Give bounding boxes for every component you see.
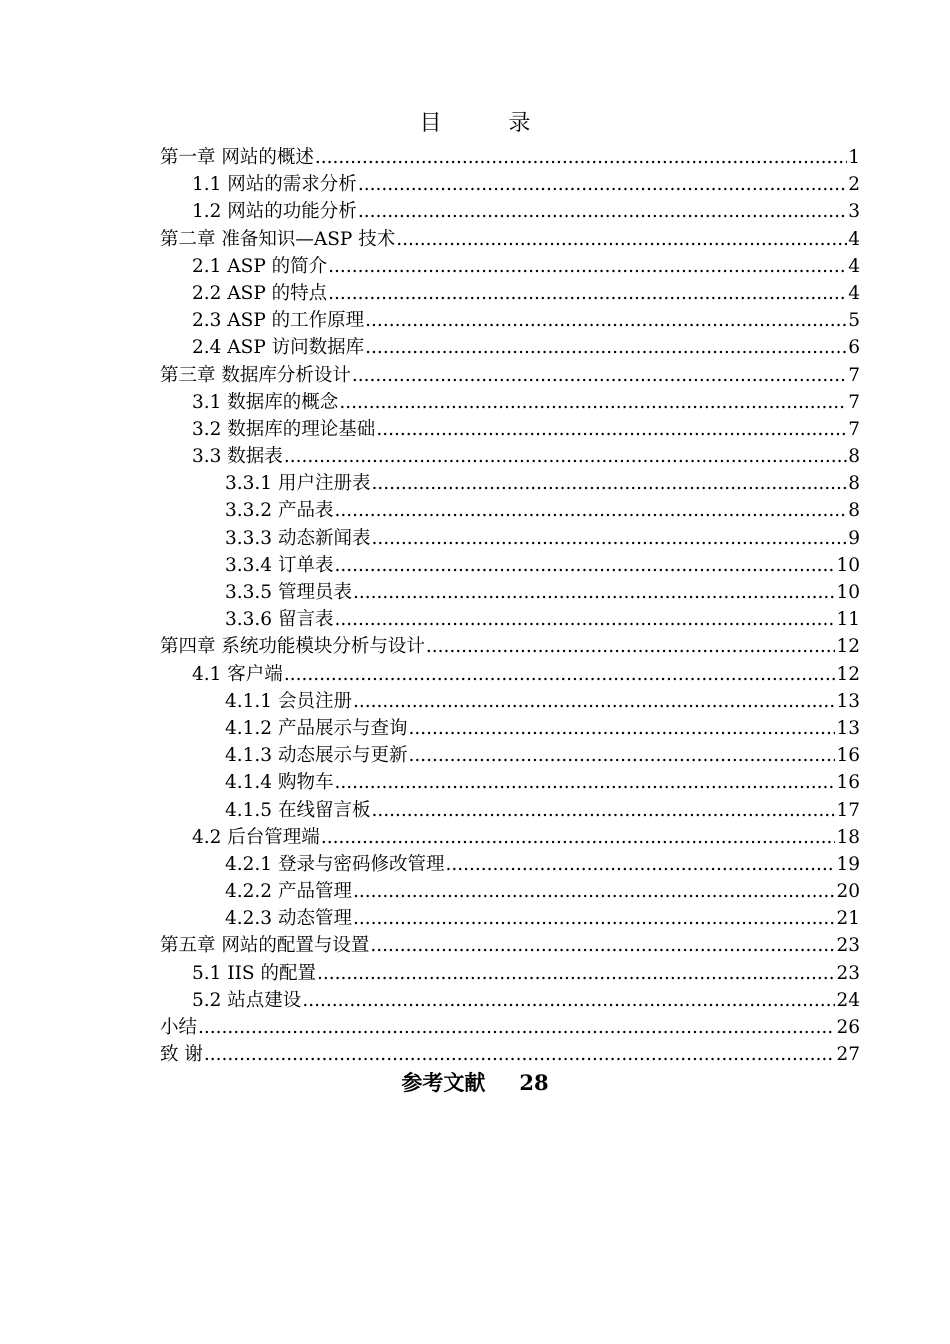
toc-dot-leader (198, 1014, 835, 1041)
toc-entry-label: 第三章 数据库分析设计 (160, 364, 351, 386)
toc-dot-leader (408, 715, 835, 742)
toc-entry-page-number: 12 (836, 636, 860, 658)
toc-dot-leader (376, 416, 847, 443)
toc-entry-page-number: 19 (836, 853, 860, 875)
toc-dot-leader (371, 797, 835, 824)
toc-dot-leader (328, 253, 847, 280)
toc-entry[interactable] (160, 688, 860, 715)
toc-title: 目 录 (419, 111, 561, 136)
toc-entry[interactable] (160, 334, 860, 361)
toc-dot-leader (445, 851, 835, 878)
toc-entry-page-number: 11 (836, 609, 860, 631)
toc-entry-page-number: 5 (848, 310, 860, 332)
toc-entry[interactable] (160, 797, 860, 824)
toc-dot-leader (353, 579, 836, 606)
toc-entry[interactable] (160, 362, 860, 389)
toc-entry[interactable] (160, 253, 860, 280)
toc-entry-page-number: 18 (836, 826, 860, 848)
toc-entry[interactable] (160, 742, 860, 769)
toc-entry[interactable] (160, 1014, 860, 1041)
toc-entry-label: 第一章 网站的概述 (160, 147, 314, 168)
toc-dot-leader (302, 987, 835, 1014)
toc-entry[interactable] (160, 579, 860, 606)
toc-entry-label: 4.1.4 购物车 (225, 772, 334, 794)
toc-entry-page-number: 17 (836, 799, 860, 821)
toc-entry-label: 4.1 客户端 (192, 663, 283, 685)
toc-entry-page-number: 8 (848, 500, 860, 522)
toc-entry-page-number: 3 (848, 201, 860, 223)
toc-dot-leader (284, 443, 847, 470)
toc-entry-label: 第五章 网站的配置与设置 (160, 935, 370, 957)
toc-dot-leader (365, 334, 847, 361)
toc-entry-label: 4.2.2 产品管理 (225, 881, 352, 903)
toc-entry-page-number: 1 (848, 147, 860, 168)
toc-entry-label: 4.2 后台管理端 (192, 826, 320, 848)
toc-entry-page-number: 16 (836, 772, 860, 794)
toc-entry-page-number: 16 (836, 745, 860, 767)
toc-entry-page-number: 7 (848, 391, 860, 413)
toc-entry[interactable] (160, 307, 860, 334)
toc-entry-label: 3.3.4 订单表 (225, 554, 334, 576)
toc-entry[interactable] (160, 497, 860, 524)
toc-entry-label: 4.2.3 动态管理 (225, 908, 352, 930)
toc-dot-leader (334, 606, 835, 633)
toc-entry[interactable] (160, 470, 860, 497)
toc-dot-leader (321, 824, 836, 851)
toc-dot-leader (334, 497, 847, 524)
toc-entry-page-number: 7 (848, 418, 860, 440)
toc-dot-leader (408, 742, 835, 769)
toc-dot-leader (352, 362, 847, 389)
toc-entry-page-number: 2 (848, 174, 860, 196)
toc-entry-label: 3.1 数据库的概念 (192, 391, 339, 413)
toc-dot-leader (204, 1041, 836, 1068)
toc-entry-page-number: 4 (848, 282, 860, 304)
toc-entry-page-number: 27 (836, 1044, 860, 1066)
references-label: 参考文献 (401, 1070, 486, 1095)
toc-entry[interactable] (160, 525, 860, 552)
toc-entry-page-number: 24 (836, 989, 860, 1011)
toc-entry-label: 4.2.1 登录与密码修改管理 (225, 853, 445, 875)
toc-entry[interactable] (160, 905, 860, 932)
toc-dot-leader (358, 198, 847, 225)
toc-entry-page-number: 7 (848, 364, 860, 386)
toc-entry-label: 5.2 站点建设 (192, 989, 302, 1011)
toc-entry-page-number: 26 (836, 1017, 860, 1038)
toc-entry-page-number: 23 (836, 962, 860, 984)
toc-entry-page-number: 20 (836, 881, 860, 903)
toc-entry[interactable] (160, 389, 860, 416)
toc-entry-page-number: 9 (848, 527, 860, 549)
toc-entry[interactable] (160, 443, 860, 470)
toc-entry-page-number: 21 (836, 908, 860, 930)
toc-entry-label: 3.3.2 产品表 (225, 500, 334, 522)
toc-entry[interactable] (160, 932, 860, 959)
toc-entry-label: 3.3.6 留言表 (225, 609, 334, 631)
toc-entry[interactable] (160, 824, 860, 851)
toc-dot-leader (365, 307, 847, 334)
toc-entry-page-number: 23 (836, 935, 860, 957)
toc-entry[interactable] (160, 633, 860, 660)
toc-entry[interactable] (160, 280, 860, 307)
toc-entry-label: 5.1 IIS 的配置 (192, 962, 316, 984)
toc-entry-label: 致 谢 (160, 1044, 203, 1066)
toc-dot-leader (334, 552, 835, 579)
toc-entry-page-number: 6 (848, 337, 860, 359)
toc-dot-leader (284, 661, 836, 688)
toc-entry-page-number: 10 (836, 582, 860, 603)
toc-entry[interactable] (160, 987, 860, 1014)
toc-dot-leader (371, 470, 847, 497)
toc-dot-leader (396, 226, 847, 253)
toc-entry[interactable] (160, 878, 860, 905)
toc-dot-leader (353, 878, 836, 905)
toc-entry-label: 4.1.1 会员注册 (225, 690, 352, 712)
toc-entry-page-number: 8 (848, 446, 860, 468)
toc-entry-page-number: 8 (848, 473, 860, 495)
toc-dot-leader (328, 280, 847, 307)
toc-entry-page-number: 13 (836, 717, 860, 739)
toc-entry-label: 4.1.2 产品展示与查询 (225, 717, 408, 739)
toc-entry[interactable] (160, 661, 860, 688)
toc-entry-label: 第四章 系统功能模块分析与设计 (160, 636, 425, 658)
toc-entry[interactable] (160, 1041, 860, 1068)
toc-entry[interactable] (160, 960, 860, 987)
toc-entry-page-number: 4 (848, 228, 860, 250)
toc-dot-leader (371, 525, 847, 552)
toc-entry-page-number: 13 (836, 690, 860, 712)
references-page-number: 28 (519, 1070, 549, 1095)
toc-entry-label: 4.1.3 动态展示与更新 (225, 745, 408, 767)
toc-entry[interactable] (160, 198, 860, 225)
toc-entry-label: 3.3 数据表 (192, 446, 283, 468)
toc-entry-label: 3.3.5 管理员表 (225, 582, 352, 603)
toc-list (160, 144, 860, 1068)
toc-entry[interactable] (160, 552, 860, 579)
toc-entry-page-number: 10 (836, 554, 860, 576)
toc-dot-leader (353, 905, 836, 932)
toc-entry-label: 1.2 网站的功能分析 (192, 201, 357, 223)
toc-entry-label: 4.1.5 在线留言板 (225, 799, 371, 821)
toc-entry[interactable] (160, 769, 860, 796)
toc-dot-leader (339, 389, 847, 416)
toc-dot-leader (370, 932, 835, 959)
toc-entry-label: 2.2 ASP 的特点 (192, 282, 328, 304)
toc-entry-page-number: 4 (848, 255, 860, 277)
toc-entry[interactable] (160, 416, 860, 443)
toc-dot-leader (426, 633, 836, 660)
toc-entry-label: 1.1 网站的需求分析 (192, 174, 357, 196)
toc-entry-label: 3.2 数据库的理论基础 (192, 418, 376, 440)
toc-entry-label: 小结 (160, 1017, 198, 1038)
toc-entry-label: 第二章 准备知识—ASP 技术 (160, 228, 396, 250)
toc-dot-leader (334, 769, 835, 796)
toc-entry[interactable] (160, 851, 860, 878)
toc-entry-label: 3.3.1 用户注册表 (225, 473, 371, 495)
toc-entry-label: 2.3 ASP 的工作原理 (192, 310, 365, 332)
toc-dot-leader (353, 688, 836, 715)
toc-entry-label: 3.3.3 动态新闻表 (225, 527, 371, 549)
toc-dot-leader (315, 144, 847, 171)
references-heading (0, 1068, 950, 1098)
toc-entry-label: 2.4 ASP 访问数据库 (192, 337, 365, 359)
toc-entry[interactable] (160, 144, 860, 171)
toc-dot-leader (358, 171, 847, 198)
toc-entry[interactable] (160, 171, 860, 198)
toc-dot-leader (317, 960, 835, 987)
toc-entry[interactable] (160, 715, 860, 742)
toc-entry-label: 2.1 ASP 的简介 (192, 255, 328, 277)
toc-entry[interactable] (160, 226, 860, 253)
toc-entry[interactable] (160, 606, 860, 633)
toc-entry-page-number: 12 (836, 663, 860, 685)
